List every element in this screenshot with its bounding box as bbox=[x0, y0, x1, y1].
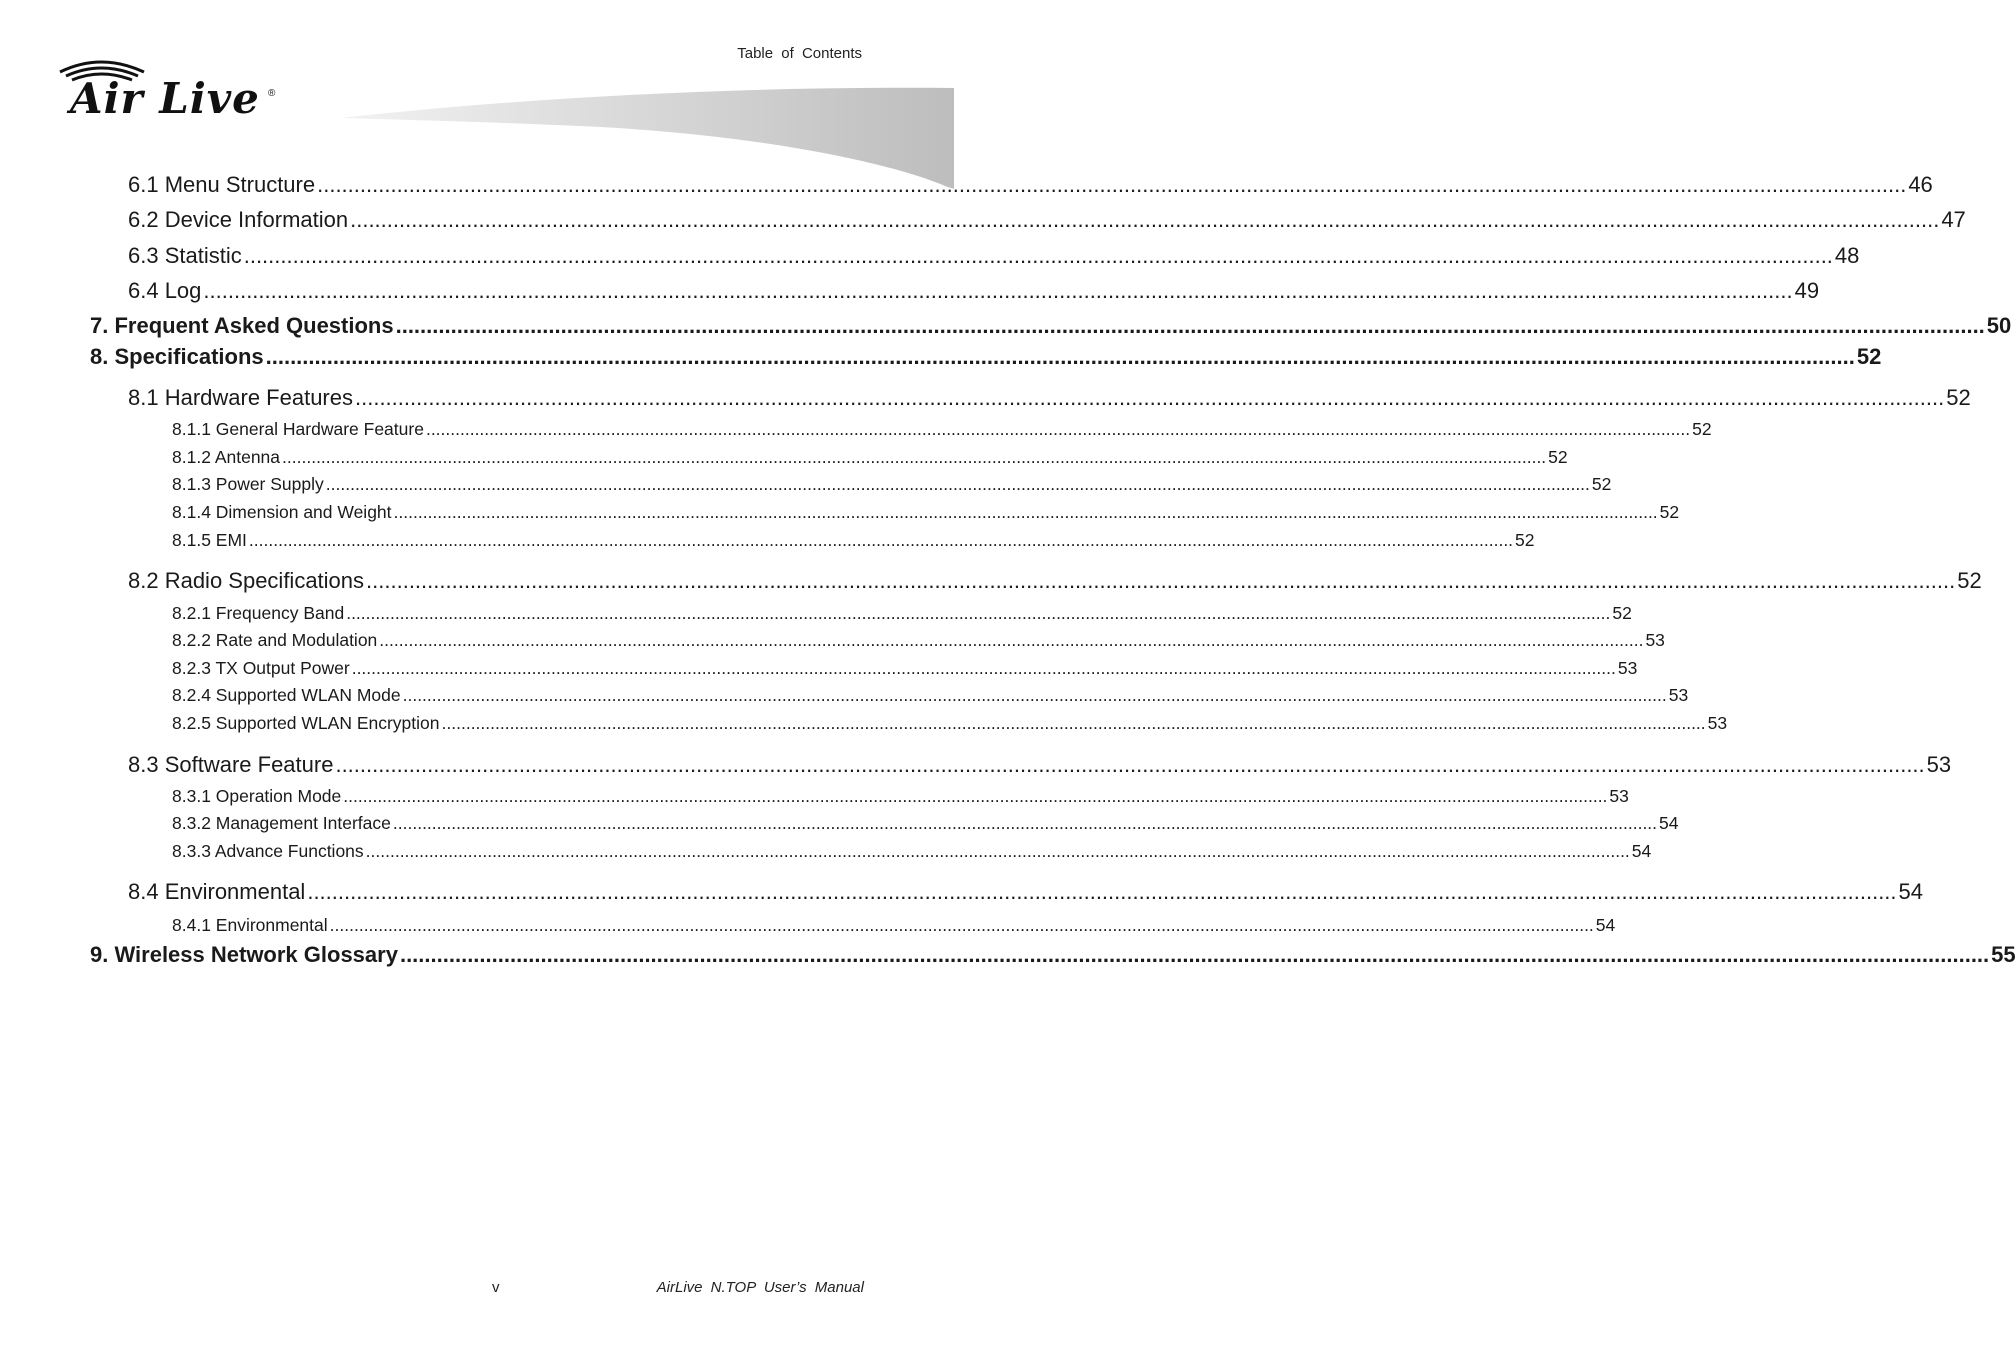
toc-entry-page: 53 bbox=[1668, 685, 1689, 705]
toc-entry[interactable] bbox=[128, 243, 1860, 269]
toc-dot-leader: .................................................................................................................................................................................................................................................................... bbox=[402, 685, 1667, 705]
toc-dot-leader: .................................................................................................................................................................................................................................................................... bbox=[395, 313, 1985, 338]
toc-entry-page: 46 bbox=[1908, 172, 1933, 197]
toc-entry-page: 55 bbox=[1991, 942, 2016, 967]
registered-mark: ® bbox=[268, 88, 276, 99]
toc-dot-leader: .................................................................................................................................................................................................................................................................... bbox=[243, 243, 1833, 268]
toc-dot-leader: .................................................................................................................................................................................................................................................................... bbox=[203, 278, 1793, 303]
toc-entry-title: 8.2.2 Rate and Modulation bbox=[172, 630, 378, 650]
toc-dot-leader: .................................................................................................................................................................................................................................................................... bbox=[393, 502, 1658, 522]
toc-dot-leader: .................................................................................................................................................................................................................................................................... bbox=[399, 942, 1990, 967]
toc-entry[interactable] bbox=[172, 447, 1568, 468]
toc-entry[interactable] bbox=[172, 713, 1728, 734]
toc-entry-title: 8.2.4 Supported WLAN Mode bbox=[172, 685, 401, 705]
toc-entry-page: 52 bbox=[1692, 419, 1712, 439]
toc-entry-title: 7. Frequent Asked Questions bbox=[90, 313, 394, 338]
toc-entry-page: 53 bbox=[1926, 752, 1952, 777]
toc-dot-leader: .................................................................................................................................................................................................................................................................... bbox=[317, 172, 1907, 197]
toc-entry-title: 8.1.4 Dimension and Weight bbox=[172, 502, 392, 522]
airlive-logo bbox=[56, 58, 286, 128]
toc-entry-page: 48 bbox=[1834, 243, 1860, 268]
toc-entry-title: 8.3.3 Advance Functions bbox=[172, 841, 364, 861]
toc-entry-page: 53 bbox=[1617, 658, 1638, 678]
toc-dot-leader: .................................................................................................................................................................................................................................................................... bbox=[265, 344, 1855, 369]
toc-entry-page: 53 bbox=[1609, 786, 1629, 806]
toc-entry[interactable] bbox=[128, 568, 1982, 594]
toc-entry-title: 8.3.1 Operation Mode bbox=[172, 786, 342, 806]
toc-entry[interactable] bbox=[90, 344, 1882, 370]
toc-entry[interactable] bbox=[128, 207, 1966, 233]
toc-entry-page: 53 bbox=[1707, 713, 1728, 733]
toc-entry-page: 54 bbox=[1898, 879, 1924, 904]
toc-entry[interactable] bbox=[172, 419, 1712, 440]
toc-entry[interactable] bbox=[90, 313, 2012, 339]
toc-entry-page: 52 bbox=[1946, 385, 1971, 410]
toc-entry-title: 8.1.5 EMI bbox=[172, 530, 247, 550]
toc-entry-page: 54 bbox=[1631, 841, 1652, 861]
toc-entry-title: 8.3.2 Management Interface bbox=[172, 813, 391, 833]
toc-entry[interactable] bbox=[172, 502, 1680, 523]
toc-dot-leader: .................................................................................................................................................................................................................................................................... bbox=[307, 879, 1897, 904]
toc-entry[interactable] bbox=[172, 841, 1652, 862]
toc-entry-title: 8.2.3 TX Output Power bbox=[172, 658, 350, 678]
toc-entry[interactable] bbox=[172, 813, 1679, 834]
toc-entry-title: 8.2 Radio Specifications bbox=[128, 568, 365, 593]
toc-entry[interactable] bbox=[172, 630, 1665, 651]
toc-entry[interactable] bbox=[128, 385, 1971, 411]
section-label: Table of Contents bbox=[737, 45, 862, 62]
toc-dot-leader: .................................................................................................................................................................................................................................................................... bbox=[355, 385, 1945, 410]
toc-dot-leader: .................................................................................................................................................................................................................................................................... bbox=[379, 630, 1644, 650]
toc-dot-leader: .................................................................................................................................................................................................................................................................... bbox=[392, 813, 1658, 833]
toc-entry[interactable] bbox=[172, 915, 1616, 936]
footer-manual-title: AirLive N.TOP User’s Manual bbox=[656, 1279, 864, 1296]
toc-entry-title: 8. Specifications bbox=[90, 344, 264, 369]
toc-entry-page: 47 bbox=[1941, 207, 1966, 232]
toc-entry[interactable] bbox=[172, 530, 1535, 551]
toc-entry-title: 6.1 Menu Structure bbox=[128, 172, 316, 197]
logo-brand-text: Air Live bbox=[70, 74, 260, 123]
toc-entry[interactable] bbox=[128, 278, 1820, 304]
toc-entry[interactable] bbox=[172, 658, 1638, 679]
toc-entry[interactable] bbox=[128, 752, 1952, 778]
toc-entry-title: 6.3 Statistic bbox=[128, 243, 242, 268]
toc-entry[interactable] bbox=[90, 942, 2016, 968]
toc-entry[interactable] bbox=[172, 685, 1689, 706]
toc-entry-title: 8.3 Software Feature bbox=[128, 752, 334, 777]
footer-page-number: v bbox=[492, 1279, 500, 1296]
toc-entry-title: 6.2 Device Information bbox=[128, 207, 349, 232]
toc-entry-title: 8.4 Environmental bbox=[128, 879, 306, 904]
toc-dot-leader: .................................................................................................................................................................................................................................................................... bbox=[343, 786, 1608, 806]
toc-dot-leader: .................................................................................................................................................................................................................................................................... bbox=[441, 713, 1706, 733]
toc-entry-title: 8.1.2 Antenna bbox=[172, 447, 281, 467]
toc-entry[interactable] bbox=[172, 603, 1632, 624]
toc-entry-page: 52 bbox=[1548, 447, 1568, 467]
toc-entry-title: 8.2.5 Supported WLAN Encryption bbox=[172, 713, 440, 733]
toc-entry-title: 8.2.1 Frequency Band bbox=[172, 603, 345, 623]
toc-dot-leader: .................................................................................................................................................................................................................................................................... bbox=[346, 603, 1611, 623]
toc-entry-page: 52 bbox=[1957, 568, 1982, 593]
toc-dot-leader: .................................................................................................................................................................................................................................................................... bbox=[350, 207, 1940, 232]
toc-entry-title: 8.1 Hardware Features bbox=[128, 385, 353, 410]
toc-entry-page: 52 bbox=[1591, 474, 1612, 494]
toc-entry-page: 52 bbox=[1612, 603, 1632, 623]
toc-entry-title: 8.1.1 General Hardware Feature bbox=[172, 419, 424, 439]
toc-entry-page: 53 bbox=[1645, 630, 1665, 650]
toc-entry[interactable] bbox=[172, 474, 1612, 495]
toc-dot-leader: .................................................................................................................................................................................................................................................................... bbox=[248, 530, 1514, 550]
toc-entry-page: 52 bbox=[1659, 502, 1680, 522]
toc-dot-leader: .................................................................................................................................................................................................................................................................... bbox=[425, 419, 1691, 439]
toc-entry-title: 8.1.3 Power Supply bbox=[172, 474, 324, 494]
toc-entry-page: 54 bbox=[1659, 813, 1679, 833]
toc-dot-leader: .................................................................................................................................................................................................................................................................... bbox=[282, 447, 1547, 467]
toc-entry-page: 52 bbox=[1515, 530, 1535, 550]
toc-dot-leader: .................................................................................................................................................................................................................................................................... bbox=[366, 568, 1956, 593]
toc-entry-title: 9. Wireless Network Glossary bbox=[90, 942, 398, 967]
toc-dot-leader: .................................................................................................................................................................................................................................................................... bbox=[351, 658, 1616, 678]
toc-entry-page: 52 bbox=[1856, 344, 1882, 369]
toc-entry[interactable] bbox=[128, 879, 1924, 905]
toc-dot-leader: .................................................................................................................................................................................................................................................................... bbox=[329, 915, 1594, 935]
toc-dot-leader: .................................................................................................................................................................................................................................................................... bbox=[335, 752, 1925, 777]
toc-entry[interactable] bbox=[128, 172, 1933, 198]
toc-entry-title: 8.4.1 Environmental bbox=[172, 915, 328, 935]
toc-entry-page: 54 bbox=[1595, 915, 1616, 935]
toc-entry-title: 6.4 Log bbox=[128, 278, 202, 303]
toc-dot-leader: .................................................................................................................................................................................................................................................................... bbox=[365, 841, 1630, 861]
toc-entry[interactable] bbox=[172, 786, 1629, 807]
toc-dot-leader: .................................................................................................................................................................................................................................................................... bbox=[325, 474, 1590, 494]
toc-entry-page: 49 bbox=[1794, 278, 1820, 303]
toc-entry-page: 50 bbox=[1986, 313, 2012, 338]
